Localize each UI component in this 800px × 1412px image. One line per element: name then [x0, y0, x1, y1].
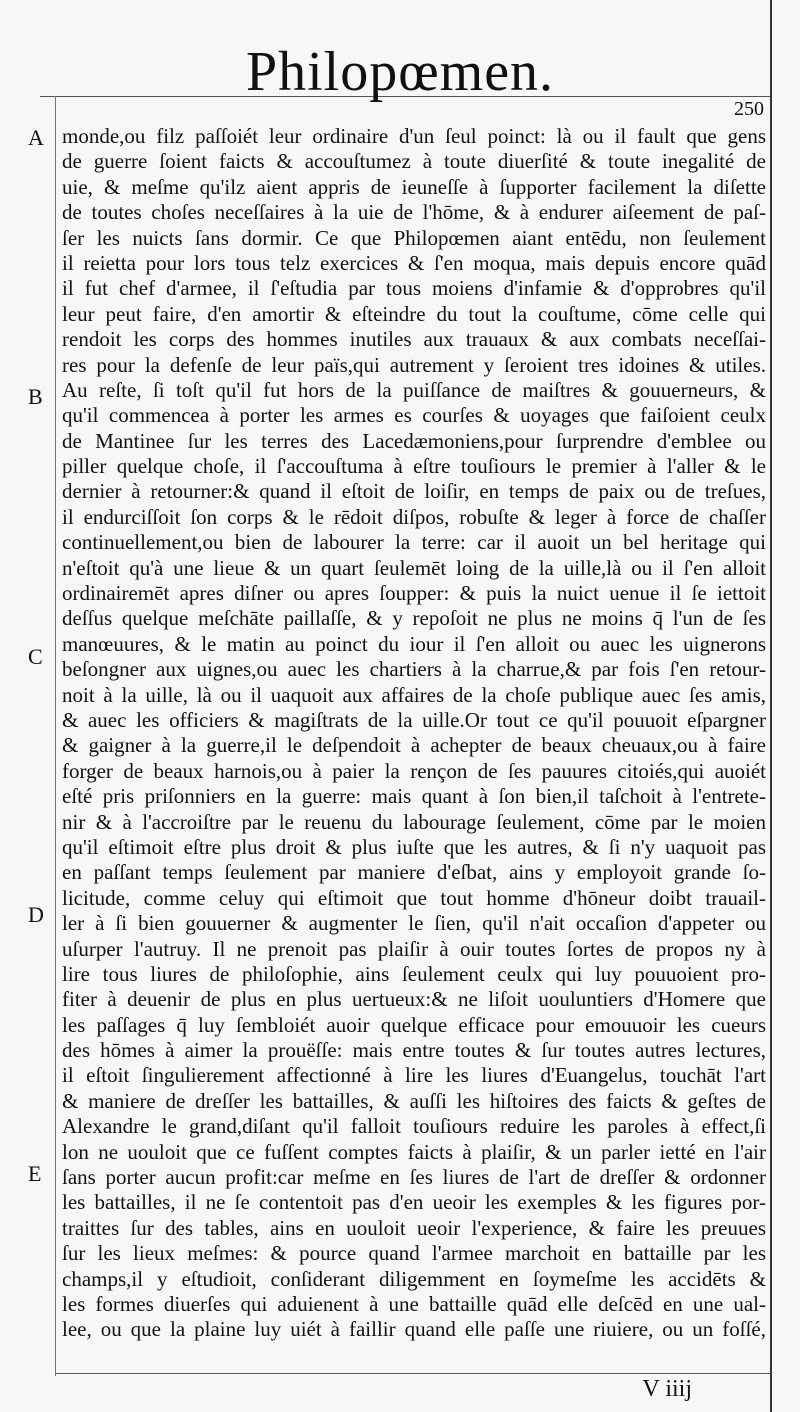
- text-line: champs,il y eſtudioit, conſiderant diligemment en ſoymeſme les accidēts &: [62, 1266, 766, 1291]
- text-line: dernier à retourner:& quand il eſtoit de loiſir, en temps de paix ou de treſues,: [62, 479, 766, 504]
- text-line: de guerre ſoient faicts & accouſtumez à toute diuerſité & toute inegalité de: [62, 149, 766, 174]
- folio-number: 250: [734, 98, 764, 120]
- text-line: monde,ou filz paſſoiét leur ordinaire d'un ſeul poinct: là ou il fault que gens: [62, 124, 766, 148]
- right-edge-rule: [770, 0, 772, 1412]
- text-line: piller quelque choſe, il ſ'accouſtuma à eſtre touſiours le premier à l'aller & le: [62, 454, 766, 479]
- text-line: rendoit les corps des hommes inutiles aux trauaux & aux combats neceſſai-: [62, 327, 766, 352]
- bottom-rule: [55, 1373, 772, 1374]
- running-title: Philopœmen.: [245, 41, 555, 103]
- text-line: licitude, comme celuy qui eſtimoit que tout homme d'hōneur doibt trauail-: [62, 885, 766, 910]
- text-line: ſer les nuicts ſans dormir. Ce que Philopœmen aiant entēdu, non ſeulement: [62, 225, 766, 250]
- text-line: de Mantinee ſur les terres des Lacedæmoniens,pour ſurprendre d'emblee ou: [62, 428, 766, 453]
- text-line: qu'il commencea à porter les armes es courſes & uoyages que faiſoient ceulx: [62, 403, 766, 428]
- text-line: des hōmes à aimer la prouëſſe: mais entre toutes & ſur toutes autres lectures,: [62, 1038, 766, 1063]
- text-line: deſſus quelque meſchāte paillaſſe, & y repoſoit ne plus ne moins q̄ l'un de ſes: [62, 606, 766, 631]
- margin-letter-a: A: [28, 125, 44, 150]
- text-line: noit à la uille, là ou il uaquoit aux affaires de la choſe publique auec ſes amis,: [62, 682, 766, 707]
- text-line: & maniere de dreſſer les battailles, & auſſi les hiſtoires des faicts & geſtes de: [62, 1088, 766, 1113]
- text-line: lee, ou que la plaine luy uiét à faillir quand elle paſſe une riuiere, ou un foſſé,: [62, 1317, 766, 1342]
- text-line: qu'il eſtimoit eſtre plus droit & plus iuſte que les autres, & ſi n'y uaquoit pas: [62, 834, 766, 859]
- text-line: en paſſant temps ſeulement par maniere d'eſbat, ains y employoit grande ſo-: [62, 860, 766, 885]
- text-line: il eſtoit ſingulierement affectionné à lire les liures d'Euangelus, touchāt l'art: [62, 1063, 766, 1088]
- signature-mark: V iiij: [642, 1376, 692, 1402]
- text-line: manœuures, & le matin au poinct du iour il ſ'en alloit ou auec les uignerons: [62, 631, 766, 656]
- text-line: traittes ſur des tables, ains en uouloit ueoir l'experience, & faire les preuues: [62, 1215, 766, 1240]
- text-line: Au reſte, ſi toſt qu'il fut hors de la puiſſance de maiſtres & gouuerneurs, &: [62, 377, 766, 402]
- left-margin-rule: [55, 96, 56, 1376]
- text-line: les formes diuerſes qui aduienent à une battaille quād elle deſcēd en une ual-: [62, 1291, 766, 1316]
- text-line: lire tous liures de philoſophie, ains ſeulement ceulx qui luy pouuoient pro-: [62, 961, 766, 986]
- text-line: ler à ſi bien gouuerner & augmenter le ſien, qu'il n'ait occaſion d'appeter ou: [62, 911, 766, 936]
- text-line: & gaigner à la guerre,il le deſpendoit à achepter de beaux cheuaux,ou à faire: [62, 733, 766, 758]
- text-line: ordinairemēt apres diſner ou apres ſoupper: & puis la nuict uenue il ſe iettoit: [62, 581, 766, 606]
- text-line: & auec les officiers & magiſtrats de la uille.Or tout ce qu'il pouuoit eſpargner: [62, 707, 766, 732]
- text-line: les paſſages q̄ luy ſembloiét auoir quelque efficace pour emouuoir les cueurs: [62, 1012, 766, 1037]
- text-line: il fut chef d'armee, il ſ'eſtudia par tous moiens d'infamie & d'opprobres qu'il: [62, 276, 766, 301]
- text-line: res pour la defenſe de leur païs,qui autrement y ſeroient tres idoines & utiles.: [62, 352, 766, 377]
- text-line: de toutes choſes neceſſaires à la uie de l'hōme, & à endurer aiſeement de paſ-: [62, 200, 766, 225]
- margin-letter-d: D: [28, 902, 44, 927]
- text-line: Alexandre le grand,diſant qu'il falloit touſiours reduire les paroles à effect,ſi: [62, 1114, 766, 1139]
- text-line: uie, & meſme qu'ilz aient appris de ieuneſſe à ſupporter facilement la diſette: [62, 174, 766, 199]
- margin-letter-b: B: [28, 384, 43, 409]
- text-line: forger de beaux harnois,ou à paier la rençon de ſes pauures citoiés,qui auoiét: [62, 758, 766, 783]
- margin-letter-c: C: [28, 644, 43, 669]
- text-line: leur peut faire, d'en amortir & eſteindre du tout la couſtume, cōme celle qui: [62, 301, 766, 326]
- text-line: beſongner aux uignes,ou auec les chartiers à la charrue,& par fois ſ'en retour-: [62, 657, 766, 682]
- text-line: n'eſtoit qu'à une lieue & un quart ſeulemēt loing de la uille,là ou il ſ'en alloit: [62, 555, 766, 580]
- body-text: [62, 124, 766, 1343]
- text-line: il endurciſſoit ſon corps & le rēdoit diſpos, robuſte & leger à force de chaſſer: [62, 504, 766, 529]
- text-line: nir & à l'accroiſtre par le reuenu du labourage ſeulement, cōme par le moien: [62, 809, 766, 834]
- text-line: continuellement,ou bien de labourer la terre: car il auoit un bel heritage qui: [62, 530, 766, 555]
- text-line: ſur les lieux meſmes: & pource quand l'armee marchoit en battaille par les: [62, 1241, 766, 1266]
- text-line: il reietta pour lors tous telz exercices & ſ'en moqua, mais depuis encore quād: [62, 250, 766, 275]
- text-line: lon ne uouloit que ce fuſſent comptes faicts à plaiſir, & un parler ietté en l'air: [62, 1139, 766, 1164]
- text-line: fiter à deuenir de plus en plus uertueux:& ne liſoit uouluntiers d'Homere que: [62, 987, 766, 1012]
- text-line: eſté pris priſonniers en la guerre: mais quant à ſon bien,il taſchoit à l'entrete-: [62, 784, 766, 809]
- margin-letter-e: E: [28, 1161, 42, 1186]
- text-line: les battailles, il ne ſe contentoit pas d'en ueoir les exemples & les figures por-: [62, 1190, 766, 1215]
- text-line: uſurper l'autruy. Il ne prenoit pas plaiſir à ouir toutes ſortes de propos ny à: [62, 936, 766, 961]
- text-line: ſans porter aucun profit:car meſme en ſes liures de l'art de dreſſer & ordonner: [62, 1165, 766, 1190]
